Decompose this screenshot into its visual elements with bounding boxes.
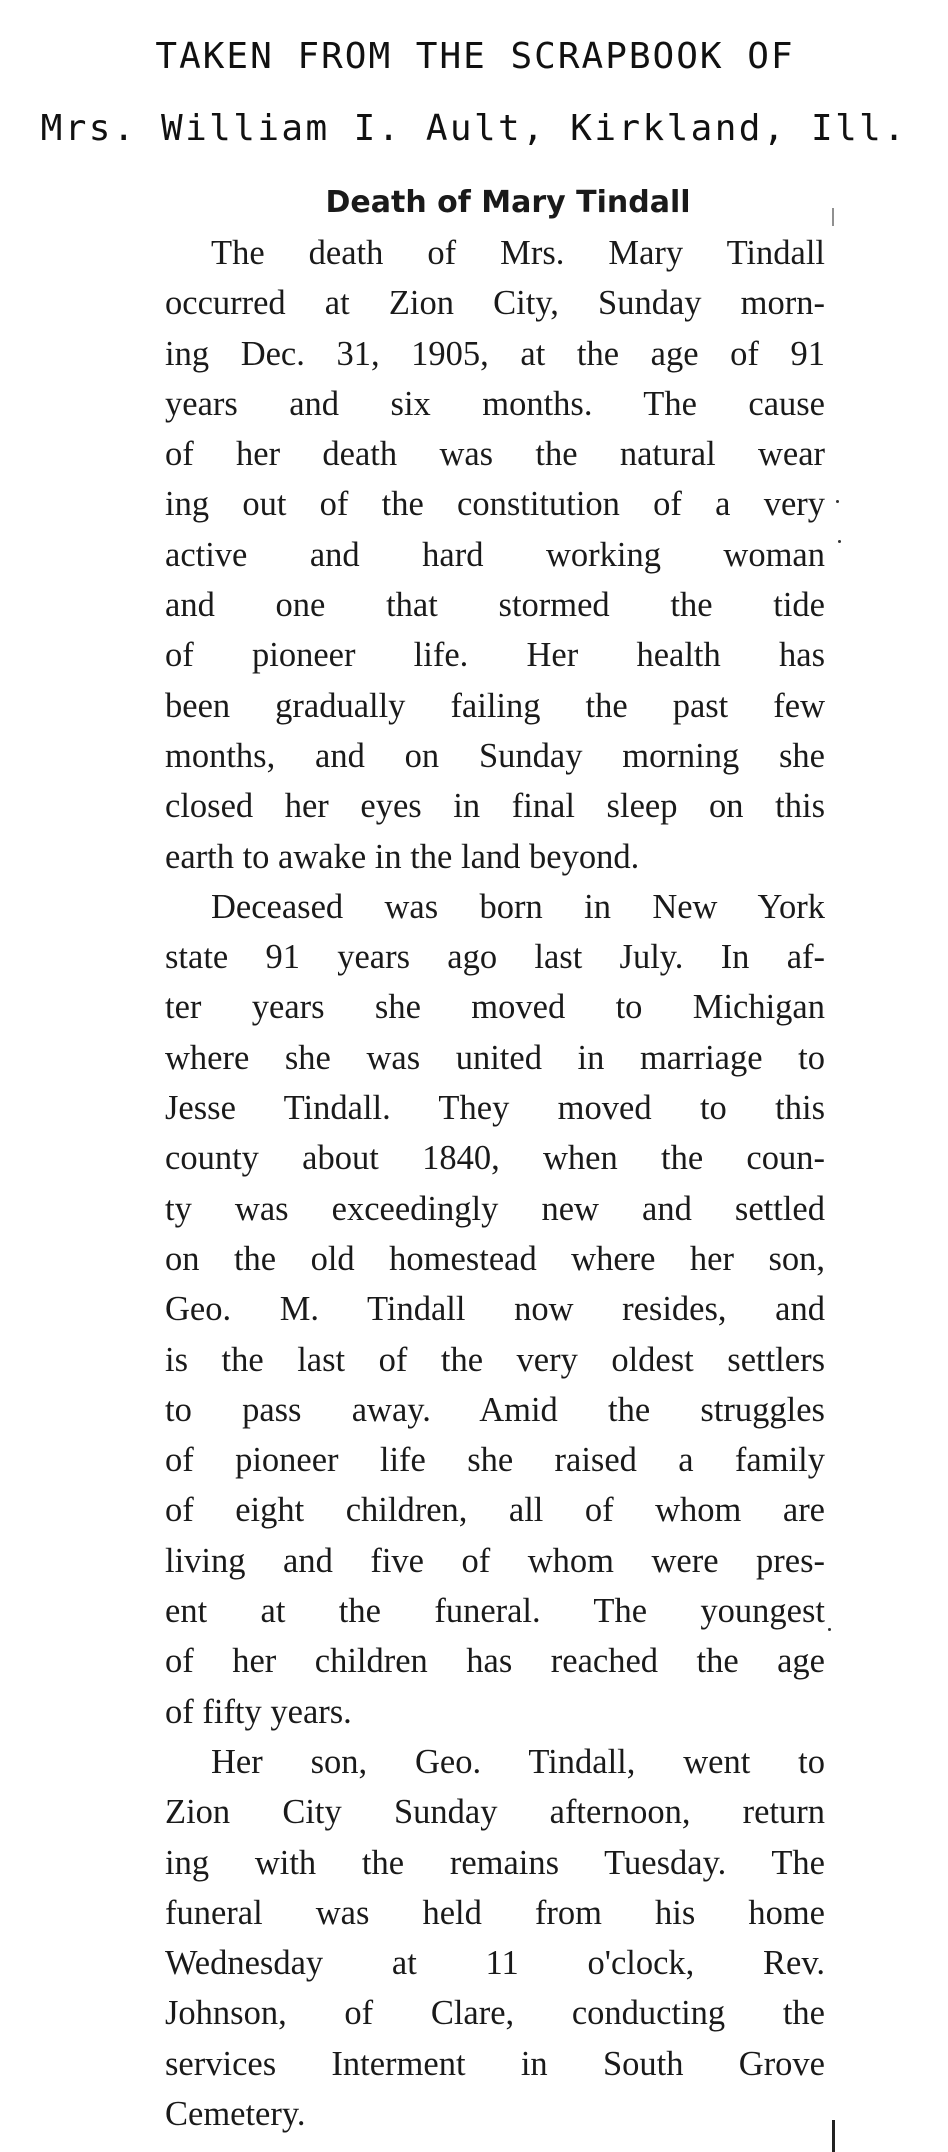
article-line: state 91 years ago last July. In af-: [165, 938, 825, 977]
article-line: been gradually failing the past few: [165, 686, 825, 725]
article-line: of her children has reached the age: [165, 1642, 825, 1681]
article-line: ing Dec. 31, 1905, at the age of 91: [165, 334, 825, 373]
article-line: occurred at Zion City, Sunday morn-: [165, 284, 825, 323]
article-line: is the last of the very oldest settlers: [165, 1340, 825, 1379]
article-line: of her death was the natural wear: [165, 435, 825, 474]
newspaper-clipping: [165, 178, 825, 2139]
article-line: Zion City Sunday afternoon, return: [165, 1793, 825, 1832]
print-speck: [836, 500, 839, 503]
article-line: of pioneer life. Her health has: [165, 636, 825, 675]
clipping-edge-mark: [832, 208, 834, 226]
article-line: ing with the remains Tuesday. The: [165, 1843, 825, 1882]
article-line: The death of Mrs. Mary Tindall: [211, 234, 825, 272]
print-speck: [828, 1628, 831, 1631]
scrapbook-source-title: TAKEN FROM THE SCRAPBOOK OF: [155, 36, 795, 77]
print-speck: [838, 540, 841, 543]
article-line: months, and on Sunday morning she: [165, 736, 825, 775]
article-line: Wednesday at 11 o'clock, Rev.: [165, 1944, 825, 1983]
article-line: Deceased was born in New York: [211, 887, 825, 926]
article-line: ter years she moved to Michigan: [165, 988, 825, 1027]
article-headline: Death of Mary Tindall: [325, 185, 691, 220]
article-line: Her son, Geo. Tindall, went to: [211, 1742, 825, 1781]
article-line: services Interment in South Grove: [165, 2044, 825, 2083]
clipping-edge-mark: [832, 2120, 835, 2152]
article-line: Johnson, of Clare, conducting the: [165, 1994, 825, 2033]
article-line: living and five of whom were pres-: [165, 1541, 825, 1580]
article-line: years and six months. The cause: [165, 384, 825, 423]
article-line: funeral was held from his home: [165, 1893, 825, 1932]
article-line: ty was exceedingly new and settled: [165, 1189, 825, 1228]
article-line: where she was united in marriage to: [165, 1038, 825, 1077]
article-line: Jesse Tindall. They moved to this: [165, 1089, 825, 1128]
article-line: Cemetery.: [165, 2094, 306, 2133]
article-line: active and hard working woman: [165, 535, 825, 574]
article-line: and one that stormed the tide: [165, 586, 825, 625]
article-line: of pioneer life she raised a family: [165, 1441, 825, 1480]
article-line: county about 1840, when the coun-: [165, 1139, 825, 1178]
article-line: ent at the funeral. The youngest: [165, 1592, 825, 1631]
article-line: to pass away. Amid the struggles: [165, 1390, 825, 1429]
article-line: ing out of the constitution of a very: [165, 485, 825, 524]
article-line: on the old homestead where her son,: [165, 1239, 825, 1278]
article-line: of eight children, all of whom are: [165, 1491, 825, 1530]
article-line: earth to awake in the land beyond.: [165, 837, 640, 876]
article-line: closed her eyes in final sleep on this: [165, 787, 825, 826]
scrapbook-owner-line: Mrs. William I. Ault, Kirkland, Ill.: [40, 108, 908, 149]
article-line: of fifty years.: [165, 1692, 352, 1731]
article-line: Geo. M. Tindall now resides, and: [165, 1290, 825, 1329]
